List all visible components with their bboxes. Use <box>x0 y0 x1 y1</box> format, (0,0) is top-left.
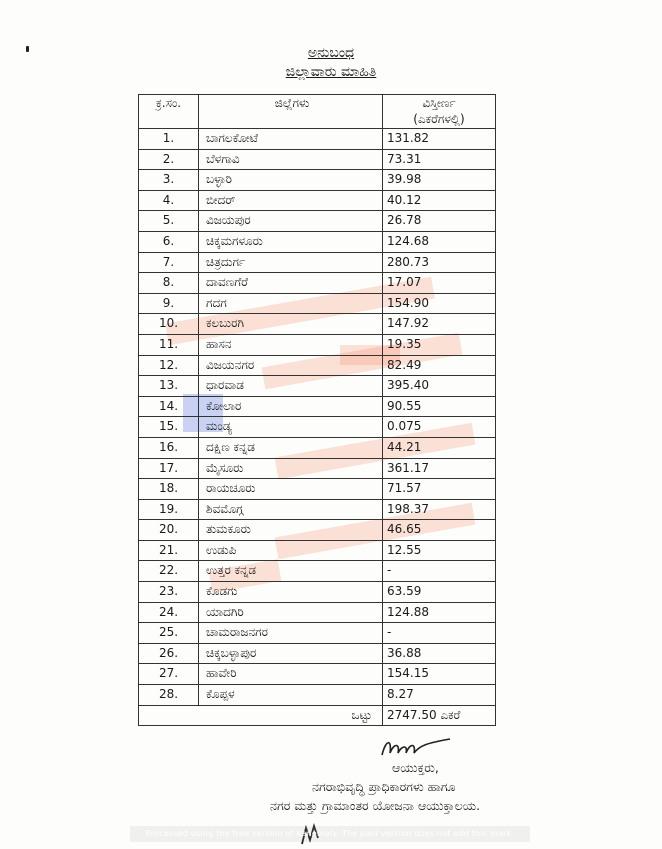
header-area-unit: (ಎಕರೆಗಳಲ್ಲಿ) <box>413 112 465 126</box>
row-serial: 20. <box>139 520 199 541</box>
row-serial: 10. <box>139 314 199 335</box>
row-serial: 18. <box>139 479 199 500</box>
table-row <box>139 561 496 582</box>
row-district: ಕಲಬುರಗಿ <box>199 314 383 335</box>
row-serial: 21. <box>139 540 199 561</box>
row-district: ಧಾರವಾಡ <box>199 376 383 397</box>
page-subheading: ಜಿಲ್ಲಾವಾರು ಮಾಹಿತಿ <box>285 64 377 80</box>
row-serial: 14. <box>139 396 199 417</box>
row-serial: 9. <box>139 293 199 314</box>
signatory-office: ನಗರ ಮತ್ತು ಗ್ರಾಮಾಂತರ ಯೋಜನಾ ಆಯುಕ್ತಾಲಯ. <box>270 798 481 813</box>
row-area: 40.12 <box>383 190 496 211</box>
row-area: 154.15 <box>383 664 496 685</box>
page-heading: ಅನುಬಂಧ <box>307 45 355 61</box>
row-area: - <box>383 623 496 644</box>
row-district: ಚಿಕ್ಕಮಗಳೂರು <box>199 231 383 252</box>
row-district: ಮಂಡ್ಯ <box>199 417 383 438</box>
row-serial: 7. <box>139 252 199 273</box>
row-district: ಬಳ್ಳಾರಿ <box>199 170 383 191</box>
table-row <box>139 355 496 376</box>
table-row <box>139 293 496 314</box>
total-label: ಒಟ್ಟು <box>139 705 383 726</box>
row-serial: 1. <box>139 129 199 150</box>
row-district: ಉಡುಪಿ <box>199 540 383 561</box>
table-row <box>139 643 496 664</box>
row-district: ತುಮಕೂರು <box>199 520 383 541</box>
row-area: 26.78 <box>383 211 496 232</box>
row-district: ಮೈಸೂರು <box>199 458 383 479</box>
table-row <box>139 479 496 500</box>
row-serial: 25. <box>139 623 199 644</box>
row-serial: 23. <box>139 582 199 603</box>
table-row <box>139 499 496 520</box>
row-district: ಚಾಮರಾಜನಗರ <box>199 623 383 644</box>
table-row <box>139 396 496 417</box>
row-serial: 17. <box>139 458 199 479</box>
row-serial: 4. <box>139 190 199 211</box>
signatory-designation: ಆಯುಕ್ತರು, <box>392 760 439 775</box>
row-area: 361.17 <box>383 458 496 479</box>
row-area: 44.21 <box>383 437 496 458</box>
row-area: 8.27 <box>383 685 496 706</box>
row-serial: 24. <box>139 602 199 623</box>
signature-icon <box>380 735 460 761</box>
table-row <box>139 458 496 479</box>
row-district: ಉತ್ತರ ಕನ್ನಡ <box>199 561 383 582</box>
total-row <box>139 705 496 726</box>
row-serial: 22. <box>139 561 199 582</box>
table-row <box>139 437 496 458</box>
table-row <box>139 623 496 644</box>
row-district: ಕೊಡಗು <box>199 582 383 603</box>
row-serial: 6. <box>139 231 199 252</box>
row-area: 63.59 <box>383 582 496 603</box>
row-area: 17.07 <box>383 273 496 294</box>
table-row <box>139 190 496 211</box>
row-serial: 2. <box>139 149 199 170</box>
row-serial: 16. <box>139 437 199 458</box>
table-row <box>139 170 496 191</box>
table-row <box>139 520 496 541</box>
row-serial: 28. <box>139 685 199 706</box>
row-district: ಯಾದಗಿರಿ <box>199 602 383 623</box>
row-serial: 13. <box>139 376 199 397</box>
row-area: 90.55 <box>383 396 496 417</box>
row-area: 73.31 <box>383 149 496 170</box>
row-district: ಕೋಲಾರ <box>199 396 383 417</box>
row-district: ಹಾವೇರಿ <box>199 664 383 685</box>
row-district: ರಾಯಚೂರು <box>199 479 383 500</box>
row-area: 12.55 <box>383 540 496 561</box>
row-serial: 15. <box>139 417 199 438</box>
row-area: 395.40 <box>383 376 496 397</box>
header-district: ಜಿಲ್ಲೆಗಳು <box>199 95 383 129</box>
row-district: ಬೆಳಗಾವಿ <box>199 149 383 170</box>
table-header-row <box>139 95 496 129</box>
table-row <box>139 602 496 623</box>
table-row <box>139 664 496 685</box>
row-area: 0.075 <box>383 417 496 438</box>
header-area-label: ವಿಸ್ತೀರ್ಣ <box>422 96 456 110</box>
row-area: 280.73 <box>383 252 496 273</box>
row-area: - <box>383 561 496 582</box>
row-serial: 26. <box>139 643 199 664</box>
row-area: 19.35 <box>383 334 496 355</box>
row-district: ಚಿಕ್ಕಬಳ್ಳಾಪುರ <box>199 643 383 664</box>
table-row <box>139 273 496 294</box>
table-row <box>139 417 496 438</box>
row-district: ವಿಜಯಪುರ <box>199 211 383 232</box>
row-area: 124.88 <box>383 602 496 623</box>
row-serial: 11. <box>139 334 199 355</box>
table-row <box>139 376 496 397</box>
table-row <box>139 334 496 355</box>
row-serial: 5. <box>139 211 199 232</box>
row-area: 46.65 <box>383 520 496 541</box>
row-serial: 27. <box>139 664 199 685</box>
row-area: 71.57 <box>383 479 496 500</box>
row-district: ಬಾಗಲಕೋಟೆ <box>199 129 383 150</box>
table-row <box>139 211 496 232</box>
row-serial: 3. <box>139 170 199 191</box>
row-area: 124.68 <box>383 231 496 252</box>
signatory-department: ನಗರಾಭಿವೃದ್ಧಿ ಪ್ರಾಧಿಕಾರಗಳು ಹಾಗೂ <box>312 779 456 794</box>
row-serial: 12. <box>139 355 199 376</box>
row-district: ಬೀದರ್ <box>199 190 383 211</box>
row-area: 198.37 <box>383 499 496 520</box>
row-area: 36.88 <box>383 643 496 664</box>
row-district: ಚಿತ್ರದುರ್ಗ <box>199 252 383 273</box>
district-table <box>138 94 496 726</box>
row-area: 131.82 <box>383 129 496 150</box>
header-serial: ಕ್ರ.ಸಂ. <box>139 95 199 129</box>
row-serial: 8. <box>139 273 199 294</box>
row-area: 154.90 <box>383 293 496 314</box>
row-district: ಶಿವಮೊಗ್ಗ <box>199 499 383 520</box>
processing-footer: Processed using the free version of Kanemaly. The paid version does not add this mark. <box>130 826 530 842</box>
row-serial: 19. <box>139 499 199 520</box>
table-row <box>139 231 496 252</box>
table-row <box>139 252 496 273</box>
row-area: 82.49 <box>383 355 496 376</box>
row-district: ಕೊಪ್ಪಳ <box>199 685 383 706</box>
total-value: 2747.50 ಎಕರೆ <box>383 705 496 726</box>
row-area: 147.92 <box>383 314 496 335</box>
header-area <box>383 95 496 129</box>
table-row <box>139 149 496 170</box>
row-district: ಗದಗ <box>199 293 383 314</box>
table-row <box>139 314 496 335</box>
table-row <box>139 685 496 706</box>
row-district: ದಾವಣಗೆರೆ <box>199 273 383 294</box>
row-district: ದಕ್ಷಿಣ ಕನ್ನಡ <box>199 437 383 458</box>
row-district: ಹಾಸನ <box>199 334 383 355</box>
table-row <box>139 582 496 603</box>
table-row <box>139 540 496 561</box>
row-district: ವಿಜಯನಗರ <box>199 355 383 376</box>
row-area: 39.98 <box>383 170 496 191</box>
table-row <box>139 129 496 150</box>
